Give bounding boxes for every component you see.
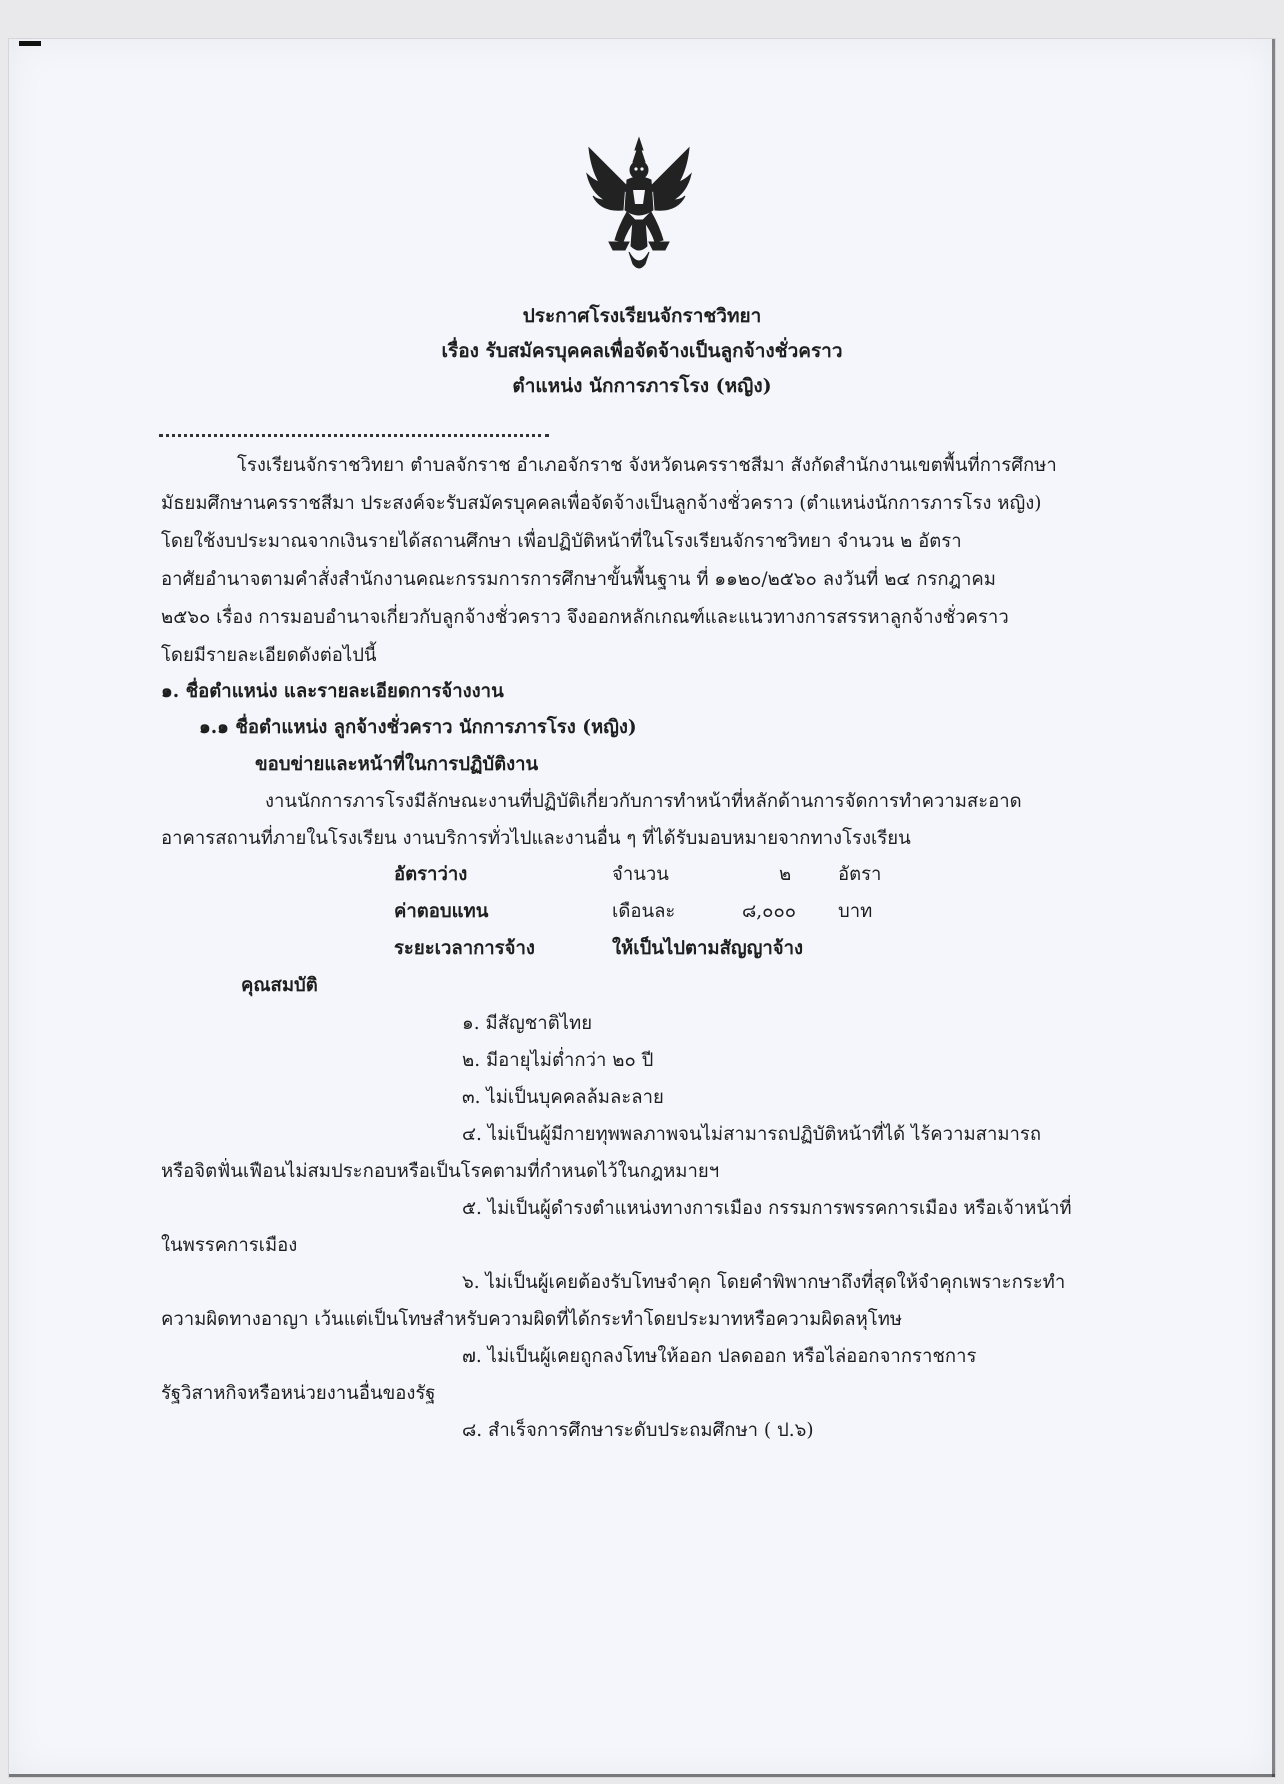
qualification-3: ๓. ไม่เป็นบุคคลล้มละลาย	[462, 1087, 664, 1108]
intro-line-3: โดยใช้งบประมาณจากเงินรายได้สถานศึกษา เพื่อปฏิบัติหน้าที่ในโรงเรียนจักราชวิทยา จำนวน ๒ อัตรา	[161, 531, 962, 552]
qualification-6b: ความผิดทางอาญา เว้นแต่เป็นโทษสำหรับความผิดที่ได้กระทำโดยประมาทหรือความผิดลหุโทษ	[161, 1309, 903, 1330]
scope-line-2: อาคารสถานที่ภายในโรงเรียน งานบริการทั่วไปและงานอื่น ๆ ที่ได้รับมอบหมายจากทางโรงเรียน	[161, 828, 911, 849]
pay-prefix: เดือนละ	[612, 901, 676, 922]
title-line-2: เรื่อง รับสมัครบุคคลเพื่อจัดจ้างเป็นลูกจ้างชั่วคราว	[441, 340, 843, 362]
qualification-2: ๒. มีอายุไม่ต่ำกว่า ๒๐ ปี	[462, 1050, 654, 1071]
scan-edge-bottom	[9, 1774, 1275, 1777]
qualification-5b: ในพรรคการเมือง	[161, 1235, 298, 1256]
vacancy-unit: อัตรา	[838, 864, 882, 885]
period-value: ให้เป็นไปตามสัญญาจ้าง	[612, 938, 804, 959]
section-1-heading: ๑. ชื่อตำแหน่ง และรายละเอียดการจ้างงาน	[161, 681, 504, 702]
qualification-8: ๘. สำเร็จการศึกษาระดับประถมศึกษา ( ป.๖)	[462, 1420, 814, 1441]
vacancy-value: ๒	[779, 864, 792, 885]
qualification-7b: รัฐวิสาหกิจหรือหน่วยงานอื่นของรัฐ	[161, 1383, 436, 1404]
pay-unit: บาท	[838, 901, 873, 922]
pay-label: ค่าตอบแทน	[394, 901, 489, 922]
scan-edge-right	[1272, 39, 1275, 1777]
garuda-emblem-icon	[579, 134, 699, 274]
qualification-4a: ๔. ไม่เป็นผู้มีกายทุพพลภาพจนไม่สามารถปฏิบัติหน้าที่ได้ ไร้ความสามารถ	[462, 1124, 1042, 1145]
title-line-3: ตำแหน่ง นักการภารโรง (หญิง)	[512, 375, 772, 397]
vacancy-prefix: จำนวน	[612, 864, 669, 885]
title-line-1: ประกาศโรงเรียนจักราชวิทยา	[522, 305, 762, 327]
pay-value: ๘,๐๐๐	[742, 901, 797, 922]
scope-heading: ขอบข่ายและหน้าที่ในการปฏิบัติงาน	[255, 754, 539, 775]
intro-line-2: มัธยมศึกษานครราชสีมา ประสงค์จะรับสมัครบุคคลเพื่อจัดจ้างเป็นลูกจ้างชั่วคราว (ตำแหน่งนักการภารโรง หญิง)	[161, 493, 1042, 514]
document-page	[8, 38, 1276, 1778]
dotted-separator	[159, 434, 549, 437]
qualification-6a: ๖. ไม่เป็นผู้เคยต้องรับโทษจำคุก โดยคำพิพากษาถึงที่สุดให้จำคุกเพราะกระทำ	[462, 1272, 1066, 1293]
qualification-5a: ๕. ไม่เป็นผู้ดำรงตำแหน่งทางการเมือง กรรมการพรรคการเมือง หรือเจ้าหน้าที่	[462, 1198, 1072, 1219]
scope-line-1: งานนักการภารโรงมีลักษณะงานที่ปฏิบัติเกี่ยวกับการทำหน้าที่หลักด้านการจัดการทำความสะอาด	[265, 791, 1022, 812]
scan-mark	[19, 41, 41, 46]
qualifications-heading: คุณสมบัติ	[241, 975, 318, 996]
qualification-1: ๑. มีสัญชาติไทย	[462, 1013, 593, 1034]
period-label: ระยะเวลาการจ้าง	[394, 938, 535, 959]
qualification-7a: ๗. ไม่เป็นผู้เคยถูกลงโทษให้ออก ปลดออก หรือไล่ออกจากราชการ	[462, 1346, 977, 1367]
vacancy-label: อัตราว่าง	[394, 864, 468, 885]
intro-line-1: โรงเรียนจักราชวิทยา ตำบลจักราช อำเภอจักราช จังหวัดนครราชสีมา สังกัดสำนักงานเขตพื้นที่การศึกษา	[237, 455, 1057, 476]
intro-line-5: ๒๕๖๐ เรื่อง การมอบอำนาจเกี่ยวกับลูกจ้างชั่วคราว จึงออกหลักเกณฑ์และแนวทางการสรรหาลูกจ้างชั่วคราว	[161, 607, 1009, 628]
section-1-1-heading: ๑.๑ ชื่อตำแหน่ง ลูกจ้างชั่วคราว นักการภารโรง (หญิง)	[199, 717, 637, 738]
qualification-4b: หรือจิตฟั่นเฟือนไม่สมประกอบหรือเป็นโรคตามที่กำหนดไว้ในกฎหมายฯ	[161, 1161, 720, 1182]
intro-line-6: โดยมีรายละเอียดดังต่อไปนี้	[161, 645, 377, 666]
intro-line-4: อาศัยอำนาจตามคำสั่งสำนักงานคณะกรรมการการศึกษาขั้นพื้นฐาน ที่ ๑๑๒๐/๒๕๖๐ ลงวันที่ ๒๔ กรกฎาคม	[161, 569, 996, 590]
